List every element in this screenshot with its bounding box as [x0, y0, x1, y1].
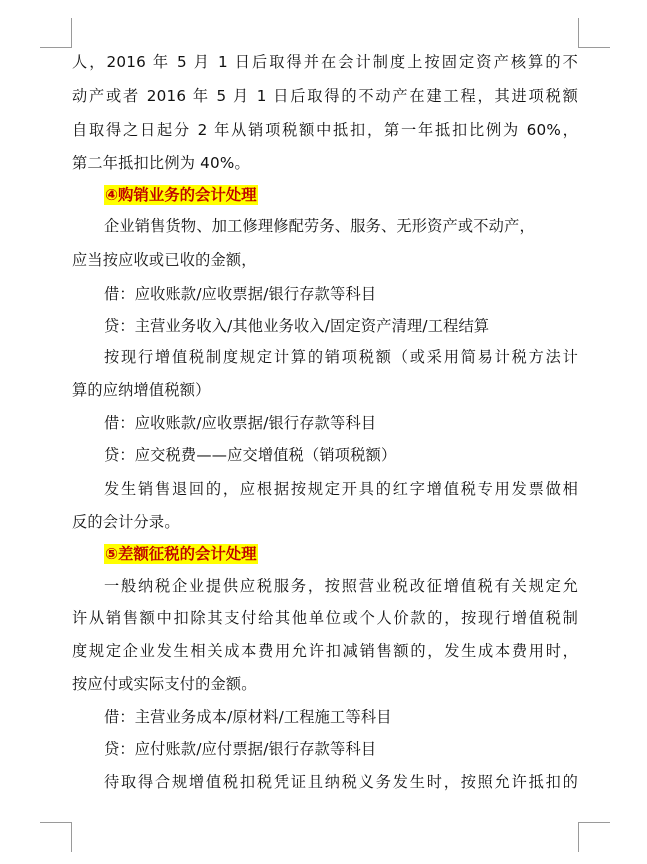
journal-entry-credit: 贷：应交税费——应交增值税（销项税额） [104, 446, 397, 464]
journal-entry-debit: 借：应收账款/应收票据/银行存款等科目 [104, 285, 377, 303]
crop-mark-bottom-left-h [40, 822, 72, 823]
crop-mark-bottom-right-v [578, 822, 579, 852]
paragraph-line: 一般纳税企业提供应税服务，按照营业税改征增值税有关规定允 [104, 577, 578, 595]
journal-entry-debit: 借：应收账款/应收票据/银行存款等科目 [104, 414, 377, 432]
paragraph-line: 按应付或实际支付的金额。 [72, 675, 257, 693]
crop-mark-top-right-v [578, 18, 579, 48]
paragraph-line: 许从销售额中扣除其支付给其他单位或个人价款的，按现行增值税制 [72, 609, 578, 627]
journal-entry-debit: 借：主营业务成本/原材料/工程施工等科目 [104, 708, 392, 726]
text-line: 自取得之日起分 2 年从销项税额中抵扣，第一年抵扣比例为 60%， [72, 121, 578, 139]
journal-entry-credit: 贷：应付账款/应付票据/银行存款等科目 [104, 740, 377, 758]
paragraph-line: 按现行增值税制度规定计算的销项税额（或采用简易计税方法计 [104, 348, 578, 366]
crop-mark-bottom-left-v [71, 822, 72, 852]
paragraph-line: 反的会计分录。 [72, 513, 180, 531]
text-line: 人，2016 年 5 月 1 日后取得并在会计制度上按固定资产核算的不 [72, 53, 578, 71]
journal-entry-credit: 贷：主营业务收入/其他业务收入/固定资产清理/工程结算 [104, 317, 490, 335]
text-line: 第二年抵扣比例为 40%。 [72, 154, 250, 172]
paragraph-line: 待取得合规增值税扣税凭证且纳税义务发生时，按照允许抵扣的 [104, 773, 578, 791]
paragraph-line: 算的应纳增值税额） [72, 381, 211, 399]
crop-mark-top-right-h [578, 47, 610, 48]
paragraph-line: 发生销售退回的，应根据按规定开具的红字增值税专用发票做相 [104, 480, 578, 498]
paragraph-line: 应当按应收或已收的金额， [72, 251, 257, 269]
paragraph-line: 度规定企业发生相关成本费用允许扣减销售额的，发生成本费用时， [72, 642, 578, 660]
crop-mark-bottom-right-h [578, 822, 610, 823]
section-heading-4: ④购销业务的会计处理 [105, 186, 257, 204]
crop-mark-top-left-h [40, 47, 72, 48]
section-heading-5: ⑤差额征税的会计处理 [105, 545, 257, 563]
crop-mark-top-left-v [71, 18, 72, 48]
text-line: 动产或者 2016 年 5 月 1 日后取得的不动产在建工程，其进项税额 [72, 87, 578, 105]
paragraph-line: 企业销售货物、加工修理修配劳务、服务、无形资产或不动产， [104, 217, 535, 235]
